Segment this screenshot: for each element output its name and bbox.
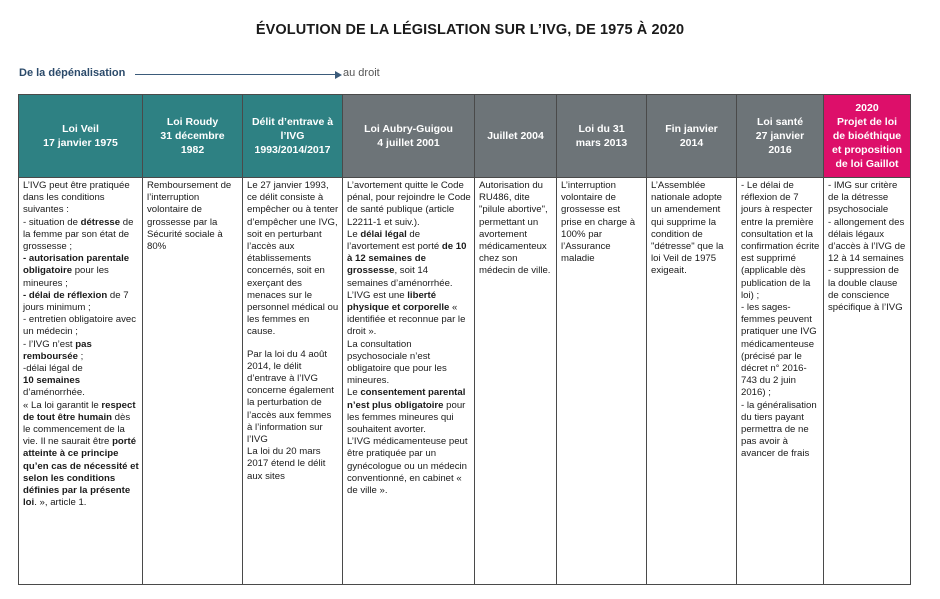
cell-loi-2013: L’interruption volontaire de grossesse est prise en charge à 100% par l’Assurance maladie xyxy=(557,178,647,585)
cell-loi-roudy: Remboursement de l’interruption volontaire de grossesse par la Sécurité sociale à 80% xyxy=(143,178,243,585)
cell-loi-veil: L’IVG peut être pratiquée dans les conditions suivantes : - situation de détresse de la femme par son état de grossesse ; - autorisation parentale obligatoire pour les mineures ; - délai de réflexion de 7 jours minimum ; - entretien obligatoire avec un médecin ; - l’IVG n’est pas remboursée ; -délai légal de 10 semaines d’aménorrhée. « La loi garantit le respect de tout être humain dès le commencement de la vie. Il ne saurait être porté atteinte à ce principe qu’en cas de nécessité et selon les conditions définies par la présente loi. », article 1. xyxy=(19,178,143,585)
header-row xyxy=(19,95,911,178)
cell-2020: - IMG sur critère de la détresse psychosociale - allongement des délais légaux d’accès à l’IVG de 12 à 14 semaines - suppression de la double clause de conscience spécifique à l’IVG xyxy=(824,178,911,585)
cell-loi-aubry-guigou: L’avortement quitte le Code pénal, pour rejoindre le Code de santé publique (article L2211-1 et suiv.). Le délai légal de l’avortement est porté de 10 à 12 semaines de grossesse, soit 14 semaines d’aménorrhée. L’IVG est une liberté physique et corporelle « identifiée et reconnue par le droit ». La consultation psychosociale n’est obligatoire que pour les mineures. Le consentement parental n’est plus obligatoire pour les femmes mineures qui souhaitent avorter. L’IVG médicamenteuse peut être pratiquée par un gynécologue ou un médecin conventionné, en cabinet « de ville ». xyxy=(343,178,475,585)
header-loi-roudy: Loi Roudy 31 décembre 1982 xyxy=(143,95,243,178)
header-loi-2013: Loi du 31 mars 2013 xyxy=(557,95,647,178)
legend-end-label: au droit xyxy=(343,67,380,79)
header-2020: 2020 Projet de loi de bioéthique et proposition de loi Gaillot xyxy=(824,95,911,178)
header-loi-aubry-guigou: Loi Aubry-Guigou 4 juillet 2001 xyxy=(343,95,475,178)
header-janvier-2014: Fin janvier 2014 xyxy=(647,95,737,178)
legend-start-label: De la dépénalisation xyxy=(19,67,126,79)
cell-janvier-2014: L’Assemblée nationale adopte un amendement qui supprime la condition de "détresse" que la loi Veil de 1975 exigeait. xyxy=(647,178,737,585)
content-row xyxy=(19,178,911,585)
legislation-table xyxy=(18,94,911,585)
cell-juillet-2004: Autorisation du RU486, dite "pilule abortive", permettant un avortement médicamenteux chez son médecin de ville. xyxy=(475,178,557,585)
header-loi-veil: Loi Veil 17 janvier 1975 xyxy=(19,95,143,178)
header-juillet-2004: Juillet 2004 xyxy=(475,95,557,178)
cell-delit-entrave: Le 27 janvier 1993, ce délit consiste à empêcher ou à tenter d’empêcher une IVG, soit en perturbant l’accès aux établissements concernés, soit en exerçant des menaces sur le personnel médical ou les femmes en cause. Par la loi du 4 août 2014, le délit d’entrave à l’IVG concerne également la perturbation de l’accès aux femmes à l’information sur l’IVG La loi du 20 mars 2017 étend le délit aux sites xyxy=(243,178,343,585)
page-title: ÉVOLUTION DE LA LÉGISLATION SUR L’IVG, DE 1975 À 2020 xyxy=(255,22,685,38)
header-delit-entrave: Délit d’entrave à l’IVG 1993/2014/2017 xyxy=(243,95,343,178)
header-loi-sante-2016: Loi santé 27 janvier 2016 xyxy=(737,95,824,178)
arrow-right-icon xyxy=(135,74,339,75)
cell-loi-sante-2016: - Le délai de réflexion de 7 jours à respecter entre la première consultation et la confirmation écrite est supprimé (applicable dès publication de la loi) ; - les sages-femmes peuvent pratiquer une IVG médicamenteuse (précisé par le décret n° 2016-743 du 2 juin 2016) ; - la généralisation du tiers payant permettra de ne pas avoir à avancer de frais xyxy=(737,178,824,585)
